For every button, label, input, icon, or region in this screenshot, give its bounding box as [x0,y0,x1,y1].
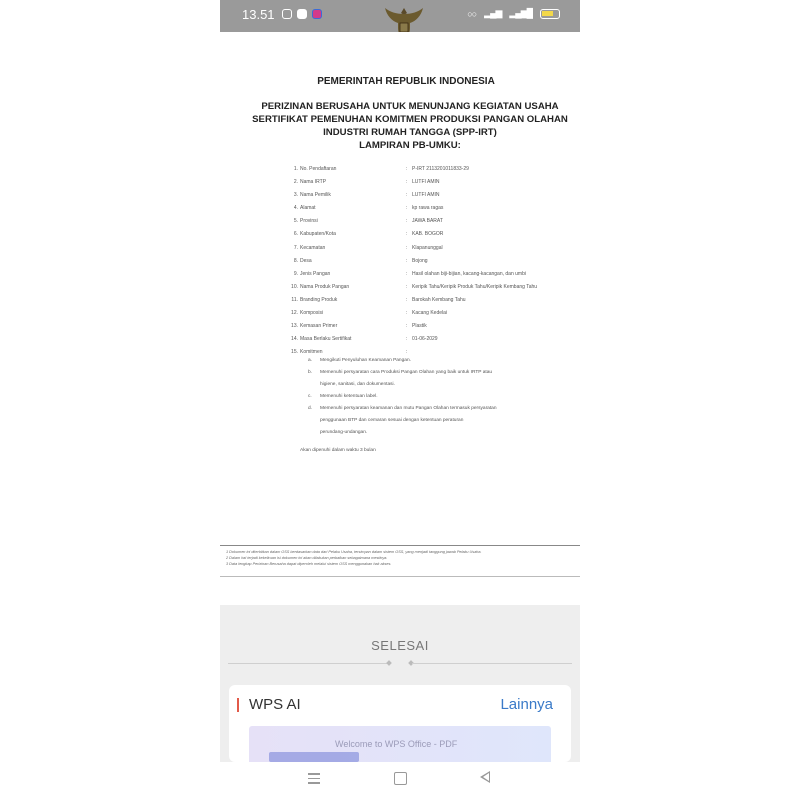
field-label: Provinsi [300,218,318,225]
field-colon: : [406,310,408,317]
field-number: 11. [291,296,298,303]
field-colon: : [406,336,408,343]
commitment-item [300,370,570,382]
battery-icon [540,9,560,19]
end-label: SELESAI [371,638,429,653]
field-number: 1. [293,166,298,172]
field-number: 8. [293,257,298,264]
field-row [290,284,580,297]
field-label: Jenis Pangan [300,270,331,277]
field-value: Keripik Tahu/Keripik Produk Tahu/Keripik Kembang Tahu [412,283,538,290]
commitment-continuation [300,430,570,442]
fulfillment-note: Akan dipenuhi dalam waktu 3 bulan [300,448,376,453]
field-value: Plastik [412,323,427,330]
footnote: 1 Dokumen ini diterbitkan dalam OSS berdasarkan data dari Pelaku Usaha, tersimpan dalam sistem OSS, yang menjadi tanggung jawab Pelaku Usaha. [226,550,482,554]
wps-banner-graphic [269,752,359,762]
navigation-bar [220,762,580,800]
field-label: Nama Produk Pangan [300,283,350,290]
field-number: 2. [293,179,298,186]
field-row [290,166,580,179]
footnote-divider [220,545,580,546]
doc-title-line: SERTIFIKAT PEMENUHAN KOMITMEN PRODUKSI PANGAN OLAHAN [252,114,568,125]
field-label: Kabupaten/Kota [300,231,336,238]
commitment-text: penggunaan BTP dan cemaran sesuai dengan ketentuan peraturan [320,418,464,423]
field-value: 01-06-2029 [412,336,438,343]
field-label: Kemasan Primer [300,323,338,330]
commitment-text: Memenuhi ketentuan label. [320,394,378,399]
field-colon: : [406,192,408,199]
field-row [290,218,580,231]
footnote: 3 Data lengkap Perizinan Berusaha dapat diperoleh melalui sistem OSS menggunakan hak akses. [226,562,392,566]
doc-title-line: LAMPIRAN PB-UMKU: [359,140,461,151]
field-number: 12. [291,310,298,317]
footnotes [226,550,580,568]
document-page[interactable] [220,32,580,577]
doc-title-line: PERIZINAN BERUSAHA UNTUK MENUNJANG KEGIATAN USAHA [261,101,559,112]
commitment-list [300,358,570,442]
field-row [290,271,580,284]
field-row [290,297,580,310]
doc-title [228,100,580,152]
field-colon: : [406,166,408,172]
field-value: LUTFI AMIN [412,179,440,186]
commitment-text: Memenuhi persyaratan keamanan dan mutu Pangan Olahan termasuk persyaratan [320,406,497,411]
field-colon: : [406,218,408,225]
commitment-text: perundang-undangan. [320,430,368,435]
commitment-continuation [300,418,570,430]
doc-header: PEMERINTAH REPUBLIK INDONESIA [317,76,495,87]
wps-banner-text: Welcome to WPS Office - PDF [335,739,458,749]
page-end-divider [220,576,580,577]
field-row [290,205,580,218]
app-icon [312,9,322,19]
commitment-text: higiene, sanitasi, dan dokumentasi. [320,382,395,387]
field-row [290,245,580,258]
wps-banner[interactable] [249,726,551,762]
home-icon[interactable] [394,772,407,785]
commitment-item [300,406,570,418]
field-row [290,336,580,349]
field-label: Alamat [300,205,316,212]
field-number: 6. [293,231,298,238]
wps-ai-card [229,685,571,762]
field-row [290,310,580,323]
field-number: 10. [291,283,298,290]
field-value: LUTFI AMIN [412,192,440,199]
commitment-letter: c. [308,394,312,399]
field-number: 4. [293,205,298,212]
field-value: Kacang Kedelai [412,310,448,317]
field-colon: : [406,257,408,264]
field-value: Barokah Kembang Tahu [412,296,466,303]
commitment-letter: b. [308,370,313,375]
field-list [290,166,580,362]
field-colon: : [406,270,408,277]
field-label: Kecamatan [300,244,326,251]
more-link[interactable]: Lainnya [500,696,553,713]
field-row [290,323,580,336]
back-icon[interactable] [480,771,490,783]
field-number: 7. [293,244,298,251]
footnote: 2 Dalam hal terjadi kekeliruan isi dokumen ini akan dilakukan perbaikan sebagaimana mestinya. [226,556,388,560]
field-number: 5. [293,218,298,225]
signal-icon: ▂▄▆ [484,8,502,18]
commitment-item [300,358,570,370]
commitment-text: Mengikuti Penyuluhan Keamanan Pangan. [320,358,411,363]
field-value: Klapanunggal [412,244,443,251]
commitment-continuation [300,382,570,394]
field-number: 9. [293,270,298,277]
field-row [290,179,580,192]
commitment-item [300,394,570,406]
field-value: JAWA BARAT [412,218,443,225]
status-time: 13.51 [242,7,275,22]
field-colon: : [406,349,408,356]
commitment-letter: a. [308,358,313,363]
field-number: 13. [291,323,298,330]
status-right-icons [467,8,560,19]
field-colon: : [406,231,408,238]
field-value: KAB. BOGOR [412,231,444,238]
field-row [290,258,580,271]
field-label: Branding Produk [300,296,338,303]
wps-ai-title: WPS AI [249,696,301,713]
field-number: 3. [293,192,298,199]
field-value: kp rawa ragas [412,205,444,212]
divider-diamond-icon [386,660,392,666]
commitment-letter: d. [308,406,313,411]
field-colon: : [406,296,408,303]
field-label: Masa Berlaku Sertifikat [300,336,352,343]
field-row [290,192,580,205]
end-divider-right [412,663,572,664]
field-number: 15. [291,349,298,356]
field-label: Nama IRTP [300,179,327,186]
wps-accent-bar [237,698,239,712]
nfc-icon: ○○ [467,8,477,19]
field-value: P-IRT 2113201011833-29 [412,166,469,172]
end-of-document-area [220,605,580,762]
notification-icon [282,9,292,19]
status-left-icons [282,9,322,19]
wifi-icon: ▂▄▆█ [509,8,532,18]
field-label: Komposisi [300,310,324,317]
field-number: 14. [291,336,298,343]
field-colon: : [406,244,408,251]
commitment-text: Memenuhi persyaratan cara Produksi Pangan Olahan yang baik untuk IRTP atau [320,370,493,375]
field-colon: : [406,179,408,186]
field-value: Bojong [412,257,428,264]
field-colon: : [406,205,408,212]
menu-icon[interactable] [308,773,320,787]
field-label: Komitmen [300,349,323,356]
field-label: Desa [300,257,312,264]
doc-title-line: INDUSTRI RUMAH TANGGA (SPP-IRT) [323,127,497,138]
field-colon: : [406,283,408,290]
phone-screen [220,0,580,800]
field-colon: : [406,323,408,330]
bag-icon [297,9,307,19]
field-value: Hasil olahan biji-bijian, kacang-kacangan, dan umbi [412,270,526,277]
field-label: Nama Pemilik [300,192,331,199]
field-label: No. Pendaftaran [300,166,337,172]
field-row [290,231,580,244]
end-divider-left [228,663,388,664]
